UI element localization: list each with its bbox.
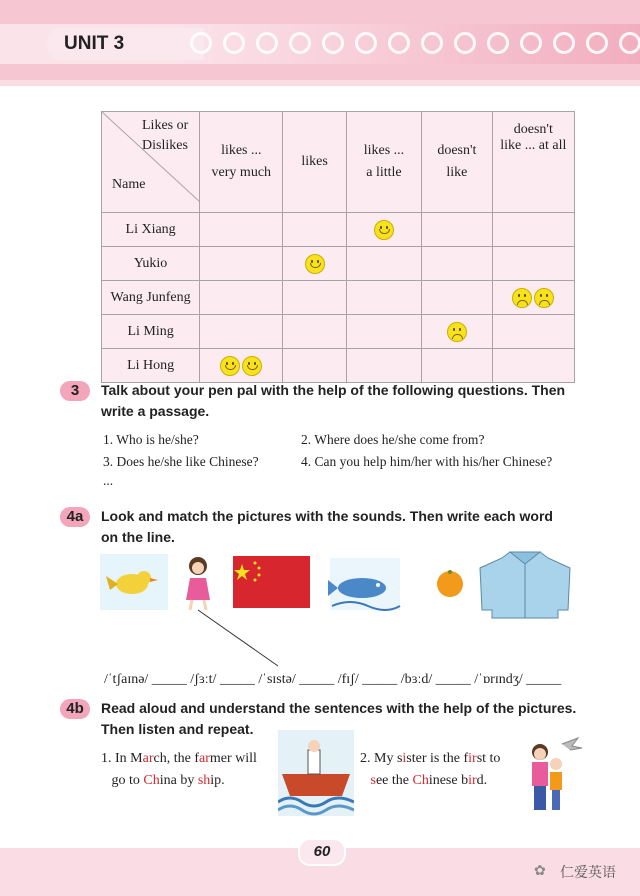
- table-cell: [492, 315, 574, 349]
- corner-cell: [102, 112, 200, 213]
- section-3-instruction: Talk about your pen pal with the help of the following questions. Then write a passage.: [101, 382, 566, 419]
- sentence-1: 1. In March, the farmer will go to China by ship.: [101, 751, 257, 788]
- row-name: Li Hong: [102, 349, 200, 383]
- col-header: doesn't like ... at all: [492, 112, 574, 213]
- table-cell: [283, 349, 346, 383]
- sound-list: /ˈtʃaɪnə/ _____ /ʃɜːt/ _____ /ˈsɪstə/ _____ /fɪʃ/ _____ /bɜːd/ _____ /ˈɒrɪndʒ/ _____: [104, 672, 562, 687]
- table-cell: [346, 349, 421, 383]
- row-name: Yukio: [102, 247, 200, 281]
- table-cell: [422, 315, 493, 349]
- table-cell: [200, 281, 283, 315]
- row-name: Li Xiang: [102, 213, 200, 247]
- table-cell: [283, 281, 346, 315]
- table-cell: [422, 213, 493, 247]
- table-cell: [346, 315, 421, 349]
- table-cell: [283, 247, 346, 281]
- table-cell: [346, 247, 421, 281]
- smiley-face-icon: [374, 220, 394, 240]
- row-name: Wang Junfeng: [102, 281, 200, 315]
- china-flag-picture: [233, 556, 310, 608]
- section-4a-instruction: Look and match the pictures with the sounds. Then write each word on the line.: [101, 508, 553, 545]
- table-cell: [492, 281, 574, 315]
- table-row: [102, 281, 575, 315]
- farmer-ship-picture: [278, 730, 354, 816]
- table-cell: [200, 349, 283, 383]
- table-cell: [422, 281, 493, 315]
- decor-rings: [190, 32, 640, 54]
- corner-top-1: Likes or: [142, 118, 189, 133]
- section-3-badge: 3: [60, 381, 90, 401]
- question-1: 1. Who is he/she?: [103, 432, 199, 447]
- unit-label: UNIT 3: [46, 28, 204, 60]
- section-4a-badge: 4a: [60, 507, 90, 527]
- header-underline: [0, 80, 640, 86]
- table-cell: [492, 349, 574, 383]
- table-cell: [200, 213, 283, 247]
- bird-picture: [100, 554, 168, 610]
- sad-face-icon: [447, 322, 467, 342]
- section-4b-instruction: Read aloud and understand the sentences with the help of the pictures. Then listen and repeat.: [101, 700, 577, 737]
- smiley-face-icon: [305, 254, 325, 274]
- page-number: 60: [298, 838, 346, 866]
- corner-bottom: Name: [112, 177, 146, 192]
- sad-face-icon: [512, 288, 532, 308]
- sentence-2: 2. My sister is the first to see the Chinese bird.: [360, 751, 501, 788]
- table-row: [102, 247, 575, 281]
- table-row: [102, 213, 575, 247]
- table-cell: [200, 247, 283, 281]
- sad-face-icon: [534, 288, 554, 308]
- section-4b-badge: 4b: [60, 699, 90, 719]
- table-cell: [200, 315, 283, 349]
- wechat-icon: ✿: [534, 864, 546, 879]
- question-3: 3. Does he/she like Chinese?: [103, 454, 259, 469]
- table-cell: [346, 213, 421, 247]
- table-cell: [422, 349, 493, 383]
- col-header: likes ... a little: [346, 112, 421, 213]
- brand-watermark: 仁爱英语: [560, 865, 616, 881]
- table-cell: [283, 315, 346, 349]
- col-header: doesn't like: [422, 112, 493, 213]
- row-name: Li Ming: [102, 315, 200, 349]
- sisters-bird-picture: [516, 734, 586, 818]
- smiley-face-icon: [242, 356, 262, 376]
- table-row: [102, 349, 575, 383]
- corner-top-2: Dislikes: [142, 138, 188, 153]
- orange-picture: [437, 570, 463, 597]
- smiley-face-icon: [220, 356, 240, 376]
- shirt-picture: [480, 552, 570, 618]
- question-2: 2. Where does he/she come from?: [301, 432, 485, 447]
- fish-picture: [328, 558, 400, 610]
- question-4: 4. Can you help him/her with his/her Chinese?: [301, 454, 553, 469]
- col-header: likes ... very much: [200, 112, 283, 213]
- table-cell: [346, 281, 421, 315]
- table-cell: [492, 247, 574, 281]
- picture-strip: [100, 548, 580, 668]
- question-more: ...: [103, 473, 114, 488]
- table-cell: [422, 247, 493, 281]
- table-cell: [492, 213, 574, 247]
- col-header: likes: [283, 112, 346, 213]
- likes-table: [101, 111, 575, 383]
- table-cell: [283, 213, 346, 247]
- table-row: [102, 315, 575, 349]
